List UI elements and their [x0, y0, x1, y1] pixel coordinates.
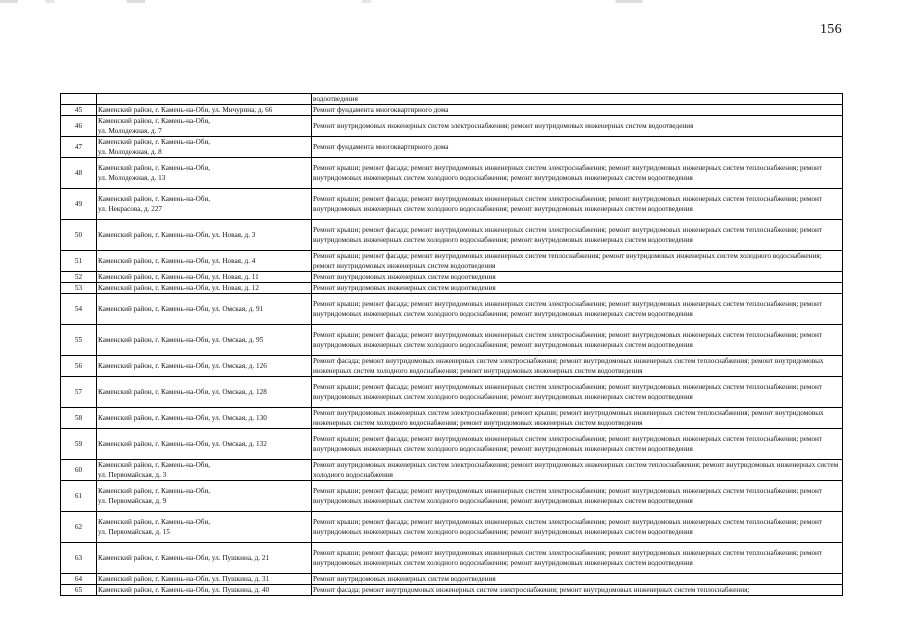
row-number-cell: 63	[61, 543, 97, 574]
works-cell: Ремонт крыши; ремонт фасада; ремонт внутридомовых инженерных систем электроснабжения; ремонт внутридомовых инженерных систем теплоснабжения; ремонт внутридомовых инженерных систем холодного водоснабжения; ремонт внутридомовых инженерных систем водоотведения	[312, 220, 843, 251]
address-cell: Каменский район, г. Камень-на-Оби, ул. Первомайская, д. 9	[97, 481, 312, 512]
address-cell: Каменский район, г. Камень-на-Оби, ул. Пушкина, д. 21	[97, 543, 312, 574]
address-cell: Каменский район, г. Камень-на-Оби, ул. Омская, д. 91	[97, 294, 312, 325]
table-row	[61, 272, 843, 283]
table-row	[61, 585, 843, 596]
row-number-cell: 54	[61, 294, 97, 325]
address-cell: Каменский район, г. Камень-на-Оби, ул. Пушкина, д. 40	[97, 585, 312, 596]
address-cell: Каменский район, г. Камень-на-Оби, ул. Мичурина, д. 66	[97, 105, 312, 116]
row-number-cell: 46	[61, 116, 97, 137]
works-cell: Ремонт внутридомовых инженерных систем электроснабжения; ремонт крыши; ремонт внутридомовых инженерных систем теплоснабжения; ремонт внутридомовых инженерных систем холодного водоснабжения; ремонт внутридомовых инженерных систем водоотведения	[312, 408, 843, 429]
works-cell: Ремонт крыши; ремонт фасада; ремонт внутридомовых инженерных систем электроснабжения; ремонт внутридомовых инженерных систем теплоснабжения; ремонт внутридомовых инженерных систем холодного водоснабжения; ремонт внутридомовых инженерных систем водоотведения	[312, 189, 843, 220]
table-row	[61, 543, 843, 574]
address-cell: Каменский район, г. Камень-на-Оби, ул. Омская, д. 132	[97, 429, 312, 460]
registry-body	[61, 94, 843, 596]
table-row	[61, 220, 843, 251]
address-cell: Каменский район, г. Камень-на-Оби, ул. Молодежная, д. 8	[97, 137, 312, 158]
works-cell: Ремонт крыши; ремонт фасада; ремонт внутридомовых инженерных систем электроснабжения; ремонт внутридомовых инженерных систем теплоснабжения; ремонт внутридомовых инженерных систем холодного водоснабжения; ремонт внутридомовых инженерных систем водоотведения	[312, 377, 843, 408]
table-row	[61, 158, 843, 189]
row-number-cell: 55	[61, 325, 97, 356]
row-number-cell: 53	[61, 283, 97, 294]
table-row	[61, 512, 843, 543]
table-row	[61, 429, 843, 460]
row-number-cell: 64	[61, 574, 97, 585]
works-cell: Ремонт внутридомовых инженерных систем водоотведения	[312, 272, 843, 283]
works-cell: Ремонт внутридомовых инженерных систем водоотведения	[312, 574, 843, 585]
address-cell: Каменский район, г. Камень-на-Оби, ул. Омская, д. 130	[97, 408, 312, 429]
works-cell: Ремонт внутридомовых инженерных систем электроснабжения; ремонт внутридомовых инженерных систем теплоснабжения; ремонт внутридомовых инженерных систем холодного водоснабжения	[312, 460, 843, 481]
address-cell: Каменский район, г. Камень-на-Оби, ул. Первомайская, д. 3	[97, 460, 312, 481]
works-cell: Ремонт внутридомовых инженерных систем водоотведения	[312, 283, 843, 294]
table-row	[61, 189, 843, 220]
row-number-cell: 61	[61, 481, 97, 512]
continuation-works-cell: водоотведения	[312, 94, 843, 105]
table-row	[61, 377, 843, 408]
table-row	[61, 283, 843, 294]
scan-edge-artifact	[0, 0, 905, 3]
works-cell: Ремонт крыши; ремонт фасада; ремонт внутридомовых инженерных систем электроснабжения; ремонт внутридомовых инженерных систем теплоснабжения; ремонт внутридомовых инженерных систем холодного водоснабжения; ремонт внутридомовых инженерных систем водоотведения	[312, 481, 843, 512]
row-number-cell: 45	[61, 105, 97, 116]
continuation-num-cell	[61, 94, 97, 105]
works-cell: Ремонт крыши; ремонт фасада; ремонт внутридомовых инженерных систем электроснабжения; ремонт внутридомовых инженерных систем теплоснабжения; ремонт внутридомовых инженерных систем холодного водоснабжения; ремонт внутридомовых инженерных систем водоотведения	[312, 512, 843, 543]
address-cell: Каменский район, г. Камень-на-Оби, ул. Новая, д. 11	[97, 272, 312, 283]
works-cell: Ремонт фасада; ремонт внутридомовых инженерных систем электроснабжения; ремонт внутридомовых инженерных систем теплоснабжения; ремонт внутридомовых инженерных систем холодного водоснабжения; ремонт внутридомовых инженерных систем водоотведения	[312, 356, 843, 377]
works-cell: Ремонт фундамента многоквартирного дома	[312, 137, 843, 158]
address-cell: Каменский район, г. Камень-на-Оби, ул. Омская, д. 126	[97, 356, 312, 377]
row-number-cell: 65	[61, 585, 97, 596]
row-number-cell: 58	[61, 408, 97, 429]
table-row	[61, 356, 843, 377]
table-row	[61, 325, 843, 356]
row-number-cell: 59	[61, 429, 97, 460]
row-number-cell: 49	[61, 189, 97, 220]
address-cell: Каменский район, г. Камень-на-Оби, ул. Новая, д. 4	[97, 251, 312, 272]
works-cell: Ремонт фундамента многоквартирного дома	[312, 105, 843, 116]
address-cell: Каменский район, г. Камень-на-Оби, ул. Омская, д. 128	[97, 377, 312, 408]
row-number-cell: 57	[61, 377, 97, 408]
works-cell: Ремонт фасада; ремонт внутридомовых инженерных систем электроснабжения; ремонт внутридомовых инженерных систем теплоснабжения;	[312, 585, 843, 596]
works-cell: Ремонт крыши; ремонт фасада; ремонт внутридомовых инженерных систем электроснабжения; ремонт внутридомовых инженерных систем теплоснабжения; ремонт внутридомовых инженерных систем холодного водоснабжения; ремонт внутридомовых инженерных систем водоотведения	[312, 325, 843, 356]
table-row	[61, 116, 843, 137]
row-number-cell: 48	[61, 158, 97, 189]
address-cell: Каменский район, г. Камень-на-Оби, ул. Некрасова, д. 227	[97, 189, 312, 220]
table-row	[61, 105, 843, 116]
address-cell: Каменский район, г. Камень-на-Оби, ул. Молодежная, д. 7	[97, 116, 312, 137]
table-row	[61, 251, 843, 272]
works-cell: Ремонт крыши; ремонт фасада; ремонт внутридомовых инженерных систем электроснабжения; ремонт внутридомовых инженерных систем теплоснабжения; ремонт внутридомовых инженерных систем холодного водоснабжения; ремонт внутридомовых инженерных систем водоотведения	[312, 158, 843, 189]
address-cell: Каменский район, г. Камень-на-Оби, ул. Новая, д. 12	[97, 283, 312, 294]
table-row	[61, 408, 843, 429]
continuation-row	[61, 94, 843, 105]
address-cell: Каменский район, г. Камень-на-Оби, ул. Пушкина, д. 31	[97, 574, 312, 585]
row-number-cell: 47	[61, 137, 97, 158]
address-cell: Каменский район, г. Камень-на-Оби, ул. Молодежная, д. 13	[97, 158, 312, 189]
table-row	[61, 294, 843, 325]
row-number-cell: 51	[61, 251, 97, 272]
works-cell: Ремонт крыши; ремонт фасада; ремонт внутридомовых инженерных систем электроснабжения; ремонт внутридомовых инженерных систем теплоснабжения; ремонт внутридомовых инженерных систем холодного водоснабжения; ремонт внутридомовых инженерных систем водоотведения	[312, 429, 843, 460]
row-number-cell: 60	[61, 460, 97, 481]
row-number-cell: 56	[61, 356, 97, 377]
row-number-cell: 50	[61, 220, 97, 251]
table-row	[61, 137, 843, 158]
table-row	[61, 481, 843, 512]
page-number: 156	[820, 22, 842, 37]
works-cell: Ремонт крыши; ремонт фасада; ремонт внутридомовых инженерных систем электроснабжения; ремонт внутридомовых инженерных систем теплоснабжения; ремонт внутридомовых инженерных систем холодного водоснабжения; ремонт внутридомовых инженерных систем водоотведения	[312, 294, 843, 325]
continuation-addr-cell	[97, 94, 312, 105]
row-number-cell: 62	[61, 512, 97, 543]
works-cell: Ремонт крыши; ремонт фасада; ремонт внутридомовых инженерных систем теплоснабжения; ремонт внутридомовых инженерных систем холодного водоснабжения; ремонт внутридомовых инженерных систем водоотведения	[312, 251, 843, 272]
table-row	[61, 460, 843, 481]
works-cell: Ремонт крыши; ремонт фасада; ремонт внутридомовых инженерных систем электроснабжения; ремонт внутридомовых инженерных систем теплоснабжения; ремонт внутридомовых инженерных систем холодного водоснабжения; ремонт внутридомовых инженерных систем водоотведения	[312, 543, 843, 574]
table-row	[61, 574, 843, 585]
address-cell: Каменский район, г. Камень-на-Оби, ул. Первомайская, д. 15	[97, 512, 312, 543]
address-cell: Каменский район, г. Камень-на-Оби, ул. Омская, д. 95	[97, 325, 312, 356]
works-cell: Ремонт внутридомовых инженерных систем электроснабжения; ремонт внутридомовых инженерных систем водоотведения	[312, 116, 843, 137]
repair-registry-table	[60, 93, 843, 596]
address-cell: Каменский район, г. Камень-на-Оби, ул. Новая, д. 3	[97, 220, 312, 251]
row-number-cell: 52	[61, 272, 97, 283]
